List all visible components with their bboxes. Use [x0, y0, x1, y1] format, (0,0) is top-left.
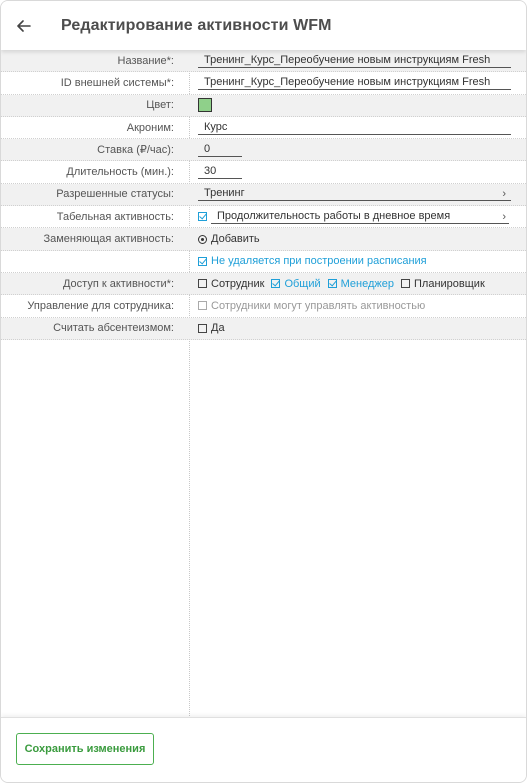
statuses-row	[1, 184, 526, 206]
rate-row	[1, 139, 526, 161]
absenteeism-row	[1, 318, 526, 340]
dialog-footer	[1, 717, 526, 782]
access-option-employee[interactable]	[198, 278, 264, 290]
page-title: Редактирование активности WFM	[61, 16, 332, 34]
back-arrow-icon[interactable]	[13, 15, 35, 37]
name-row	[1, 50, 526, 72]
name-label: Название*:	[117, 54, 174, 67]
absenteeism-label: Считать абсентеизмом:	[53, 322, 174, 335]
access-option-label: Сотрудник	[211, 277, 265, 290]
chevron-right-icon: ›	[502, 188, 506, 201]
no-delete-row	[1, 251, 526, 273]
employee-control-row	[1, 295, 526, 317]
access-checkbox[interactable]	[401, 279, 410, 288]
external-id-field[interactable]: Тренинг_Курс_Переобучение новым инструкциям Fresh	[198, 76, 511, 90]
access-checkbox[interactable]	[198, 279, 207, 288]
save-button[interactable]: Сохранить изменения	[16, 733, 154, 765]
acronym-label: Акроним:	[126, 121, 174, 134]
rate-field[interactable]: 0	[198, 143, 242, 157]
add-replacing-button[interactable]	[198, 233, 260, 245]
rate-label: Ставка (₽/час):	[97, 144, 174, 157]
activity-form	[1, 50, 526, 718]
statuses-select[interactable]	[198, 187, 511, 201]
duration-label: Длительность (мин.):	[66, 166, 174, 179]
access-checkbox[interactable]	[328, 279, 337, 288]
statuses-label: Разрешенные статусы:	[56, 188, 174, 201]
statuses-value: Тренинг	[204, 187, 245, 200]
no-delete-option[interactable]	[198, 255, 427, 267]
employee-control-label: Управление для сотрудника:	[27, 299, 174, 312]
employee-control-option[interactable]	[198, 300, 425, 312]
access-option-common[interactable]	[271, 278, 320, 290]
absenteeism-option-label: Да	[211, 322, 225, 335]
dialog-header	[1, 1, 526, 50]
timesheet-label: Табельная активность:	[56, 210, 174, 223]
access-label: Доступ к активности*:	[62, 277, 174, 290]
no-delete-checkbox[interactable]	[198, 257, 207, 266]
access-option-label: Планировщик	[414, 277, 485, 290]
chevron-right-icon: ›	[502, 210, 506, 223]
replacing-label: Заменяющая активность:	[43, 233, 174, 246]
employee-control-checkbox[interactable]	[198, 301, 207, 310]
add-label: Добавить	[211, 233, 260, 246]
no-delete-label: Не удаляется при построении расписания	[211, 255, 427, 268]
access-option-label: Менеджер	[340, 277, 395, 290]
timesheet-checkbox[interactable]	[198, 212, 207, 221]
employee-control-option-label: Сотрудники могут управлять активностью	[211, 299, 426, 312]
timesheet-row	[1, 206, 526, 228]
timesheet-value: Продолжительность работы в дневное время	[217, 209, 451, 222]
absenteeism-option[interactable]	[198, 322, 225, 334]
timesheet-select[interactable]	[211, 210, 509, 224]
add-circle-icon	[198, 235, 207, 244]
color-label: Цвет:	[146, 99, 174, 112]
acronym-row	[1, 117, 526, 139]
replacing-row	[1, 228, 526, 250]
access-row	[1, 273, 526, 295]
name-field[interactable]: Тренинг_Курс_Переобучение новым инструкциям Fresh	[198, 54, 511, 68]
absenteeism-checkbox[interactable]	[198, 324, 207, 333]
access-option-label: Общий	[284, 277, 321, 290]
color-row	[1, 95, 526, 117]
color-swatch[interactable]	[198, 98, 212, 112]
duration-row	[1, 161, 526, 183]
access-option-planner[interactable]	[401, 278, 485, 290]
access-option-manager[interactable]	[328, 278, 394, 290]
external-id-row	[1, 72, 526, 94]
access-checkbox[interactable]	[271, 279, 280, 288]
external-id-label: ID внешней системы*:	[60, 76, 174, 89]
acronym-field[interactable]: Курс	[198, 121, 511, 135]
duration-field[interactable]: 30	[198, 165, 242, 179]
